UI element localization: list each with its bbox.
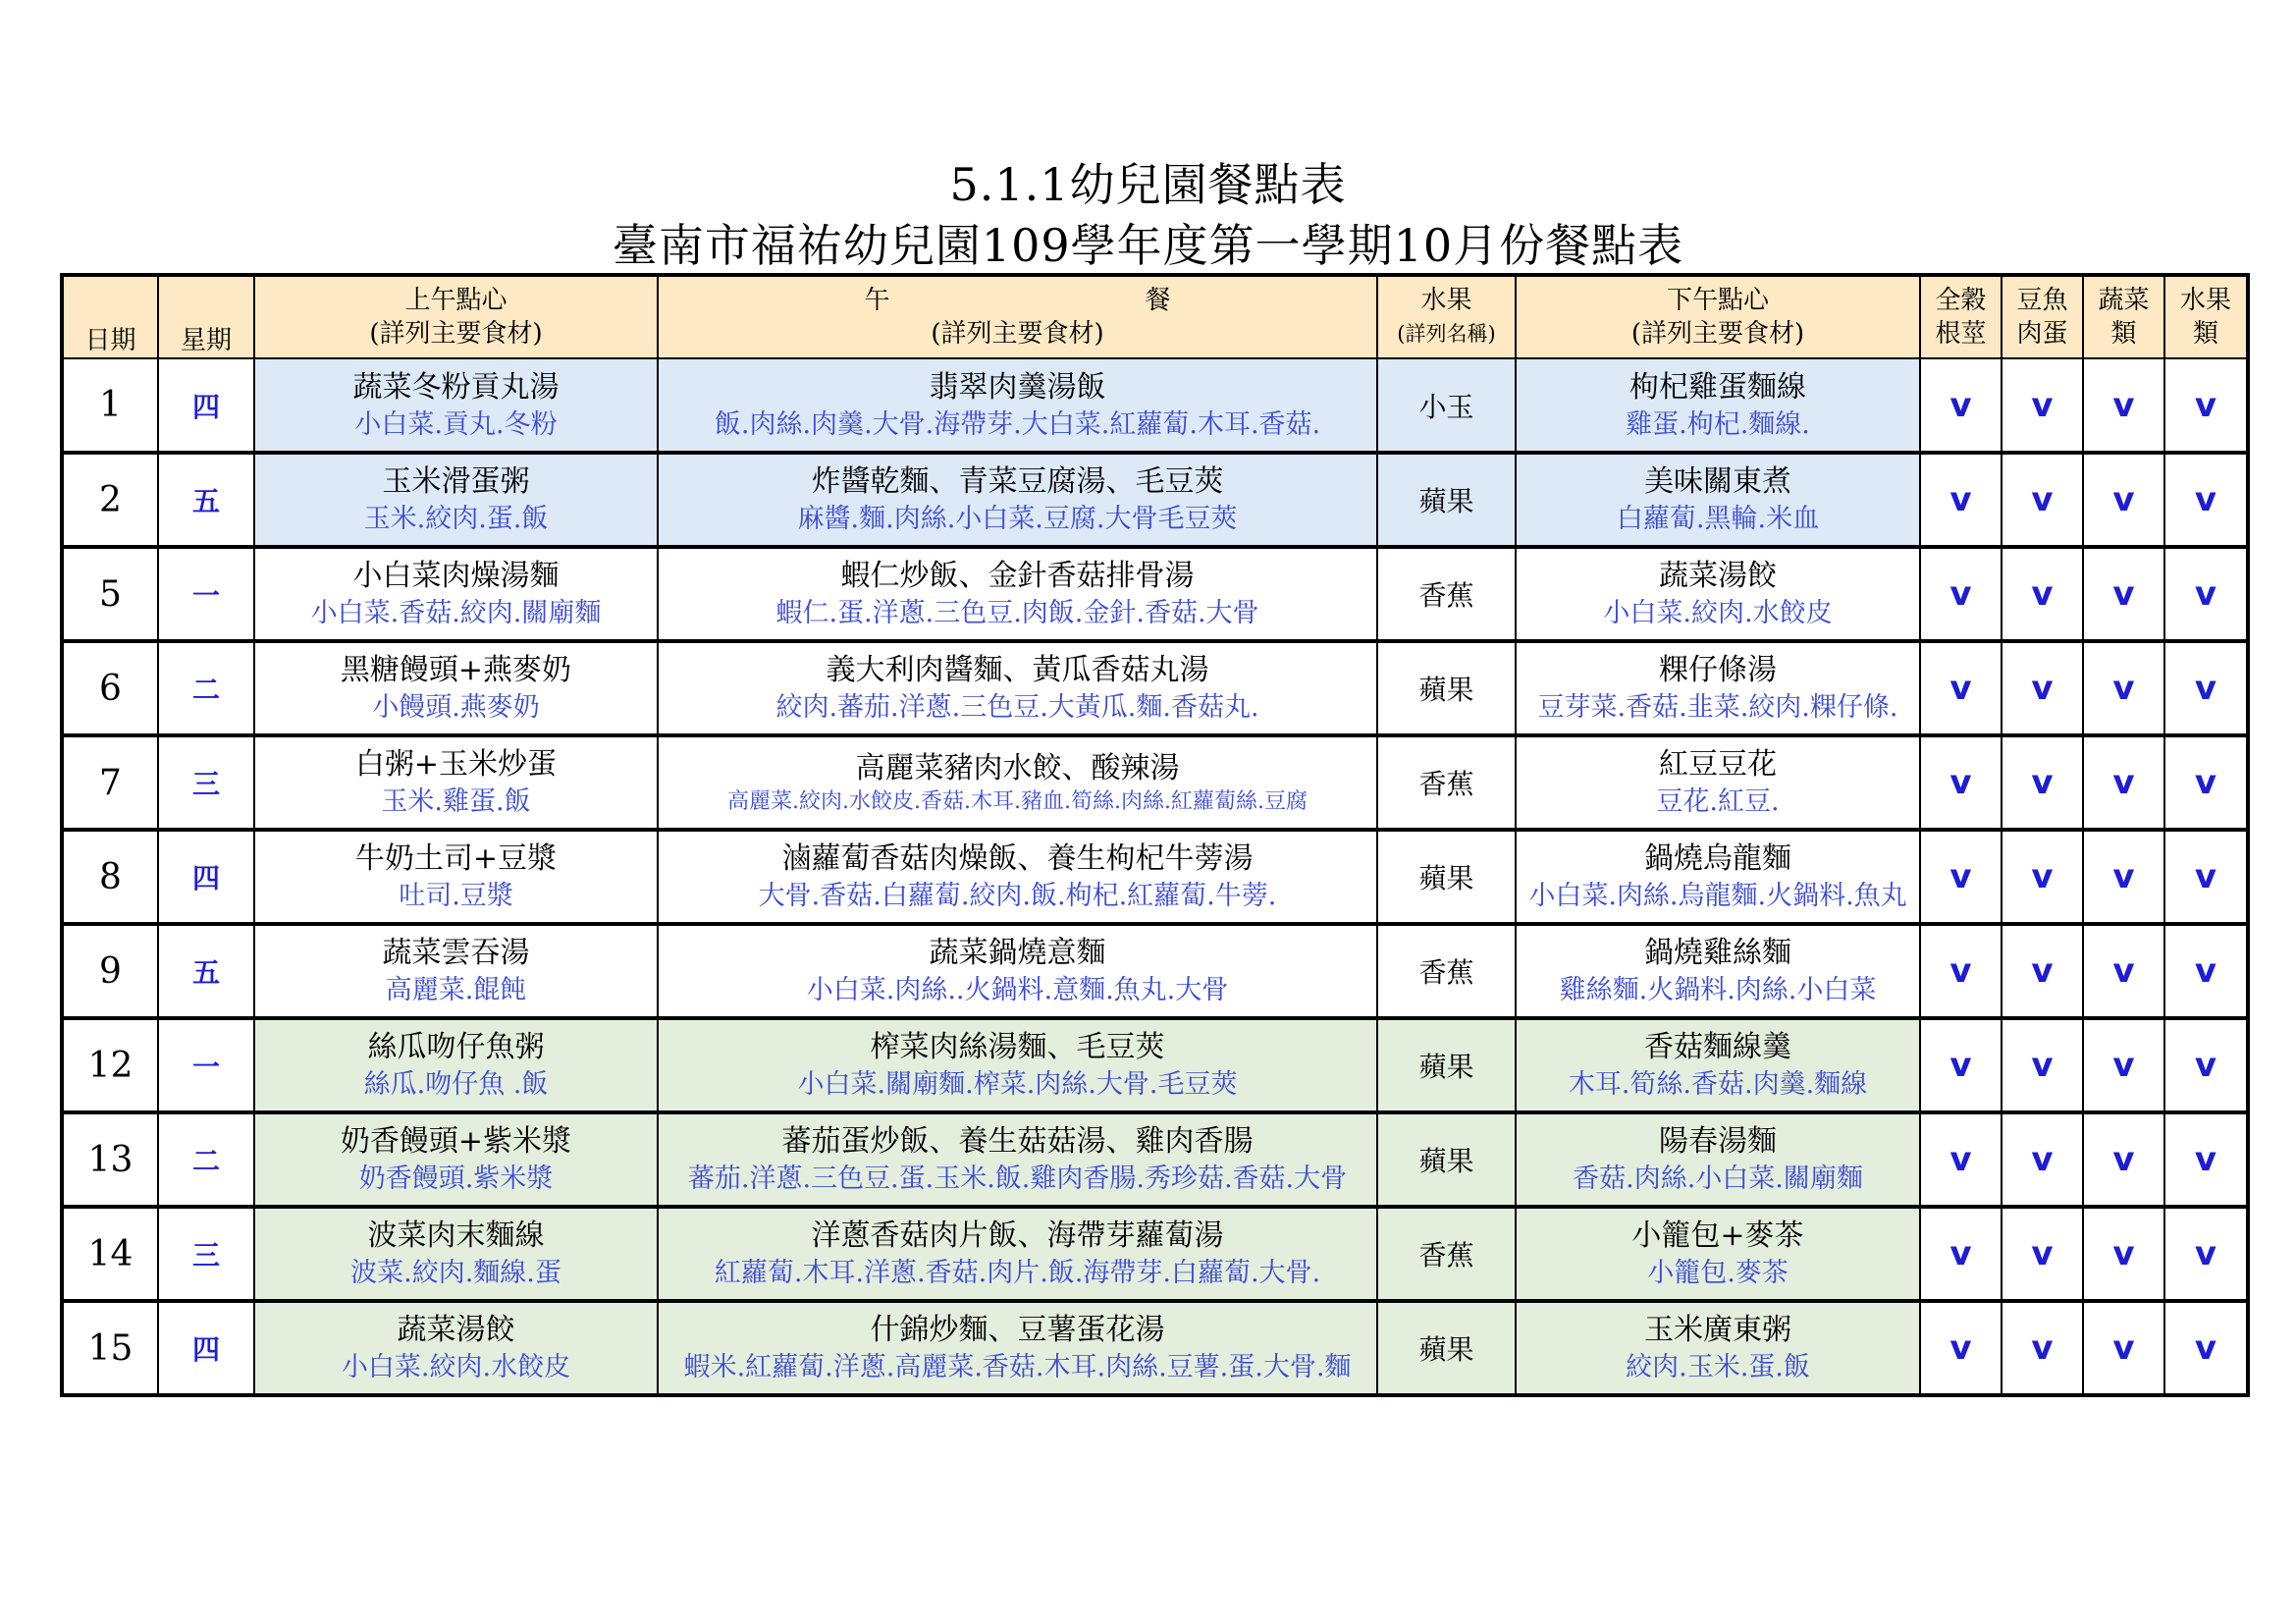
date-cell: 6 xyxy=(62,641,158,735)
protein-check: v xyxy=(2002,358,2083,453)
lunch-cell xyxy=(658,830,1377,924)
table-row xyxy=(62,1018,2248,1112)
pm-snack-ingredients: 豆花.紅豆. xyxy=(1656,786,1780,817)
date-cell: 12 xyxy=(62,1018,158,1112)
vegetables-check: v xyxy=(2083,924,2164,1018)
lunch-cell xyxy=(658,1207,1377,1301)
protein-check: v xyxy=(2002,1207,2083,1301)
fruits-check: v xyxy=(2164,358,2248,453)
date-cell: 14 xyxy=(62,1207,158,1301)
weekday-cell: 五 xyxy=(158,924,254,1018)
am-snack-ingredients: 吐司.豆漿 xyxy=(399,881,513,911)
lunch-dish: 什錦炒麵、豆薯蛋花湯 xyxy=(870,1313,1165,1347)
lunch-ingredients: 蝦仁.蛋.洋蔥.三色豆.肉飯.金針.香菇.大骨 xyxy=(775,598,1259,628)
table-row xyxy=(62,453,2248,547)
pm-snack-cell xyxy=(1516,924,1920,1018)
lunch-cell xyxy=(658,453,1377,547)
header-weekday: 星期 xyxy=(158,275,254,358)
pm-snack-cell xyxy=(1516,453,1920,547)
weekday-cell: 四 xyxy=(158,830,254,924)
table-row xyxy=(62,1301,2248,1395)
fruit-cell: 蘋果 xyxy=(1377,453,1516,547)
pm-snack-dish: 鍋燒雞絲麵 xyxy=(1644,936,1791,970)
pm-snack-ingredients: 小籠包.麥茶 xyxy=(1647,1258,1789,1288)
pm-snack-dish: 枸杞雞蛋麵線 xyxy=(1629,369,1806,405)
pm-snack-cell xyxy=(1516,547,1920,641)
grains-check: v xyxy=(1920,453,2002,547)
fruits-check: v xyxy=(2164,641,2248,735)
date-cell: 15 xyxy=(62,1301,158,1395)
date-cell: 8 xyxy=(62,830,158,924)
pm-snack-ingredients: 小白菜.絞肉.水餃皮 xyxy=(1603,598,1833,628)
pm-snack-cell xyxy=(1516,1112,1920,1207)
meal-plan-table xyxy=(60,273,2250,1397)
lunch-dish: 蔬菜鍋燒意麵 xyxy=(929,936,1106,970)
date-cell: 13 xyxy=(62,1112,158,1207)
table-row xyxy=(62,358,2248,453)
fruits-check: v xyxy=(2164,1207,2248,1301)
grains-check: v xyxy=(1920,735,2002,830)
pm-snack-ingredients: 絞肉.玉米.蛋.飯 xyxy=(1626,1352,1810,1382)
lunch-cell xyxy=(658,641,1377,735)
lunch-ingredients: 紅蘿蔔.木耳.洋蔥.香菇.肉片.飯.海帶芽.白蘿蔔.大骨. xyxy=(714,1258,1321,1288)
am-snack-ingredients: 玉米.雞蛋.飯 xyxy=(381,786,531,817)
lunch-dish: 炸醬乾麵、青菜豆腐湯、毛豆莢 xyxy=(811,464,1224,499)
vegetables-check: v xyxy=(2083,735,2164,830)
protein-check: v xyxy=(2002,924,2083,1018)
pm-snack-dish: 玉米廣東粥 xyxy=(1644,1313,1791,1347)
lunch-ingredients: 飯.肉絲.肉羹.大骨.海帶芽.大白菜.紅蘿蔔.木耳.香菇. xyxy=(714,408,1321,440)
lunch-dish: 高麗菜豬肉水餃、酸辣湯 xyxy=(855,751,1180,785)
header-protein: 豆魚 肉蛋 xyxy=(2002,275,2083,358)
pm-snack-cell xyxy=(1516,1018,1920,1112)
lunch-dish: 榨菜肉絲湯麵、毛豆莢 xyxy=(870,1030,1165,1064)
pm-snack-dish: 美味關東煮 xyxy=(1644,464,1791,499)
grains-check: v xyxy=(1920,1018,2002,1112)
pm-snack-ingredients: 豆芽菜.香菇.韭菜.絞肉.粿仔條. xyxy=(1537,692,1898,723)
header-fruit: 水果 (詳列名稱) xyxy=(1377,275,1516,358)
fruits-check: v xyxy=(2164,1018,2248,1112)
vegetables-check: v xyxy=(2083,547,2164,641)
date-cell: 9 xyxy=(62,924,158,1018)
table-row xyxy=(62,1207,2248,1301)
date-cell: 5 xyxy=(62,547,158,641)
vegetables-check: v xyxy=(2083,1301,2164,1395)
am-snack-cell xyxy=(254,1018,658,1112)
vegetables-check: v xyxy=(2083,1112,2164,1207)
am-snack-cell xyxy=(254,830,658,924)
table-row xyxy=(62,735,2248,830)
header-grains: 全穀 根莖 xyxy=(1920,275,2002,358)
lunch-cell xyxy=(658,1301,1377,1395)
table-row xyxy=(62,924,2248,1018)
table-row xyxy=(62,547,2248,641)
table-row xyxy=(62,1112,2248,1207)
vegetables-check: v xyxy=(2083,453,2164,547)
pm-snack-cell xyxy=(1516,358,1920,453)
fruits-check: v xyxy=(2164,453,2248,547)
am-snack-cell xyxy=(254,358,658,453)
lunch-dish: 滷蘿蔔香菇肉燥飯、養生枸杞牛蒡湯 xyxy=(781,841,1254,876)
pm-snack-ingredients: 小白菜.肉絲.烏龍麵.火鍋料.魚丸 xyxy=(1528,881,1907,911)
grains-check: v xyxy=(1920,1207,2002,1301)
protein-check: v xyxy=(2002,547,2083,641)
am-snack-cell xyxy=(254,547,658,641)
pm-snack-ingredients: 香菇.肉絲.小白菜.關廟麵 xyxy=(1573,1164,1863,1194)
vegetables-check: v xyxy=(2083,1018,2164,1112)
table-row xyxy=(62,641,2248,735)
pm-snack-cell xyxy=(1516,1301,1920,1395)
am-snack-dish: 波菜肉末麵線 xyxy=(367,1218,545,1253)
am-snack-dish: 絲瓜吻仔魚粥 xyxy=(367,1030,545,1064)
lunch-ingredients: 大骨.香菇.白蘿蔔.絞肉.飯.枸杞.紅蘿蔔.牛蒡. xyxy=(758,881,1277,911)
am-snack-dish: 蔬菜冬粉貢丸湯 xyxy=(352,369,560,405)
pm-snack-dish: 粿仔條湯 xyxy=(1659,653,1777,687)
header-lunch: 午 餐 (詳列主要食材) xyxy=(658,275,1377,358)
header-vegetables: 蔬菜 類 xyxy=(2083,275,2164,358)
am-snack-cell xyxy=(254,735,658,830)
page-title: 5.1.1幼兒園餐點表 xyxy=(949,158,1347,211)
fruit-cell: 香蕉 xyxy=(1377,924,1516,1018)
fruit-cell: 香蕉 xyxy=(1377,735,1516,830)
lunch-dish: 蕃茄蛋炒飯、養生菇菇湯、雞肉香腸 xyxy=(781,1124,1254,1159)
header-am-snack: 上午點心 (詳列主要食材) xyxy=(254,275,658,358)
am-snack-ingredients: 小白菜.香菇.絞肉.關廟麵 xyxy=(310,598,602,628)
weekday-cell: 五 xyxy=(158,453,254,547)
am-snack-ingredients: 高麗菜.餛飩 xyxy=(385,975,527,1005)
am-snack-cell xyxy=(254,1301,658,1395)
fruit-cell: 香蕉 xyxy=(1377,547,1516,641)
am-snack-cell xyxy=(254,641,658,735)
fruit-cell: 蘋果 xyxy=(1377,1018,1516,1112)
date-cell: 7 xyxy=(62,735,158,830)
am-snack-ingredients: 玉米.絞肉.蛋.飯 xyxy=(363,504,549,534)
lunch-ingredients: 高麗菜.絞肉.水餃皮.香菇.木耳.豬血.筍絲.肉絲.紅蘿蔔絲.豆腐 xyxy=(727,789,1308,814)
lunch-ingredients: 絞肉.蕃茄.洋蔥.三色豆.大黃瓜.麵.香菇丸. xyxy=(775,692,1259,723)
fruits-check: v xyxy=(2164,547,2248,641)
pm-snack-cell xyxy=(1516,830,1920,924)
fruits-check: v xyxy=(2164,735,2248,830)
pm-snack-cell xyxy=(1516,1207,1920,1301)
am-snack-dish: 牛奶土司+豆漿 xyxy=(354,841,558,876)
am-snack-cell xyxy=(254,1207,658,1301)
pm-snack-dish: 陽春湯麵 xyxy=(1659,1124,1777,1159)
lunch-cell xyxy=(658,1112,1377,1207)
lunch-ingredients: 小白菜.肉絲..火鍋料.意麵.魚丸.大骨 xyxy=(806,975,1229,1005)
table-row xyxy=(62,830,2248,924)
weekday-cell: 三 xyxy=(158,1207,254,1301)
page-subtitle: 臺南市福祐幼兒園109學年度第一學期10月份餐點表 xyxy=(612,219,1684,272)
weekday-cell: 二 xyxy=(158,1112,254,1207)
protein-check: v xyxy=(2002,1301,2083,1395)
lunch-ingredients: 小白菜.關廟麵.榨菜.肉絲.大骨.毛豆莢 xyxy=(797,1069,1238,1100)
header-fruits: 水果 類 xyxy=(2164,275,2248,358)
fruit-cell: 蘋果 xyxy=(1377,1301,1516,1395)
fruit-cell: 蘋果 xyxy=(1377,830,1516,924)
am-snack-ingredients: 波菜.絞肉.麵線.蛋 xyxy=(350,1258,561,1288)
pm-snack-cell xyxy=(1516,641,1920,735)
pm-snack-dish: 紅豆豆花 xyxy=(1659,747,1777,782)
header-pm-snack: 下午點心 (詳列主要食材) xyxy=(1516,275,1920,358)
grains-check: v xyxy=(1920,547,2002,641)
weekday-cell: 三 xyxy=(158,735,254,830)
am-snack-dish: 玉米滑蛋粥 xyxy=(382,464,530,499)
lunch-cell xyxy=(658,358,1377,453)
protein-check: v xyxy=(2002,830,2083,924)
fruits-check: v xyxy=(2164,1301,2248,1395)
fruit-cell: 香蕉 xyxy=(1377,1207,1516,1301)
date-cell: 2 xyxy=(62,453,158,547)
fruit-cell: 小玉 xyxy=(1377,358,1516,453)
lunch-dish: 義大利肉醬麵、黃瓜香菇丸湯 xyxy=(826,653,1209,687)
am-snack-cell xyxy=(254,1112,658,1207)
fruit-cell: 蘋果 xyxy=(1377,641,1516,735)
pm-snack-dish: 鍋燒烏龍麵 xyxy=(1644,841,1791,876)
vegetables-check: v xyxy=(2083,1207,2164,1301)
am-snack-cell xyxy=(254,453,658,547)
protein-check: v xyxy=(2002,1112,2083,1207)
protein-check: v xyxy=(2002,641,2083,735)
pm-snack-dish: 小籠包+麥茶 xyxy=(1631,1218,1804,1253)
fruits-check: v xyxy=(2164,830,2248,924)
weekday-cell: 一 xyxy=(158,1018,254,1112)
weekday-cell: 四 xyxy=(158,358,254,453)
lunch-dish: 洋蔥香菇肉片飯、海帶芽蘿蔔湯 xyxy=(811,1218,1224,1253)
weekday-cell: 四 xyxy=(158,1301,254,1395)
grains-check: v xyxy=(1920,358,2002,453)
header-date: 日期 xyxy=(62,275,158,358)
vegetables-check: v xyxy=(2083,830,2164,924)
header-row xyxy=(62,275,2248,358)
am-snack-ingredients: 小饅頭.燕麥奶 xyxy=(372,692,540,723)
am-snack-ingredients: 絲瓜.吻仔魚 .飯 xyxy=(363,1069,549,1100)
lunch-cell xyxy=(658,547,1377,641)
weekday-cell: 二 xyxy=(158,641,254,735)
protein-check: v xyxy=(2002,735,2083,830)
weekday-cell: 一 xyxy=(158,547,254,641)
protein-check: v xyxy=(2002,1018,2083,1112)
protein-check: v xyxy=(2002,453,2083,547)
fruits-check: v xyxy=(2164,924,2248,1018)
am-snack-dish: 蔬菜雲吞湯 xyxy=(382,936,530,970)
am-snack-ingredients: 奶香饅頭.紫米漿 xyxy=(358,1164,554,1194)
am-snack-dish: 白粥+玉米炒蛋 xyxy=(354,747,558,782)
pm-snack-cell xyxy=(1516,735,1920,830)
date-cell: 1 xyxy=(62,358,158,453)
fruits-check: v xyxy=(2164,1112,2248,1207)
am-snack-cell xyxy=(254,924,658,1018)
lunch-dish: 蝦仁炒飯、金針香菇排骨湯 xyxy=(840,559,1195,593)
lunch-ingredients: 蕃茄.洋蔥.三色豆.蛋.玉米.飯.雞肉香腸.秀珍菇.香菇.大骨 xyxy=(687,1164,1348,1194)
am-snack-dish: 蔬菜湯餃 xyxy=(397,1313,515,1347)
am-snack-ingredients: 小白菜.絞肉.水餃皮 xyxy=(341,1352,571,1382)
grains-check: v xyxy=(1920,830,2002,924)
grains-check: v xyxy=(1920,1112,2002,1207)
pm-snack-ingredients: 木耳.筍絲.香菇.肉羹.麵線 xyxy=(1568,1069,1868,1100)
am-snack-dish: 黑糖饅頭+燕麥奶 xyxy=(340,653,572,687)
lunch-ingredients: 麻醬.麵.肉絲.小白菜.豆腐.大骨毛豆莢 xyxy=(797,504,1238,534)
pm-snack-ingredients: 白蘿蔔.黑輪.米血 xyxy=(1616,504,1820,534)
lunch-ingredients: 蝦米.紅蘿蔔.洋蔥.高麗菜.香菇.木耳.肉絲.豆薯.蛋.大骨.麵 xyxy=(683,1352,1352,1382)
fruit-cell: 蘋果 xyxy=(1377,1112,1516,1207)
vegetables-check: v xyxy=(2083,358,2164,453)
am-snack-dish: 奶香饅頭+紫米漿 xyxy=(340,1124,572,1159)
lunch-cell xyxy=(658,735,1377,830)
am-snack-dish: 小白菜肉燥湯麵 xyxy=(352,559,560,593)
lunch-dish: 翡翠肉羹湯飯 xyxy=(929,369,1106,405)
lunch-cell xyxy=(658,924,1377,1018)
grains-check: v xyxy=(1920,1301,2002,1395)
pm-snack-ingredients: 雞絲麵.火鍋料.肉絲.小白菜 xyxy=(1559,975,1877,1005)
am-snack-ingredients: 小白菜.貢丸.冬粉 xyxy=(354,408,558,440)
grains-check: v xyxy=(1920,924,2002,1018)
pm-snack-ingredients: 雞蛋.枸杞.麵線. xyxy=(1626,408,1810,440)
vegetables-check: v xyxy=(2083,641,2164,735)
lunch-cell xyxy=(658,1018,1377,1112)
grains-check: v xyxy=(1920,641,2002,735)
pm-snack-dish: 蔬菜湯餃 xyxy=(1659,559,1777,593)
pm-snack-dish: 香菇麵線羹 xyxy=(1644,1030,1791,1064)
